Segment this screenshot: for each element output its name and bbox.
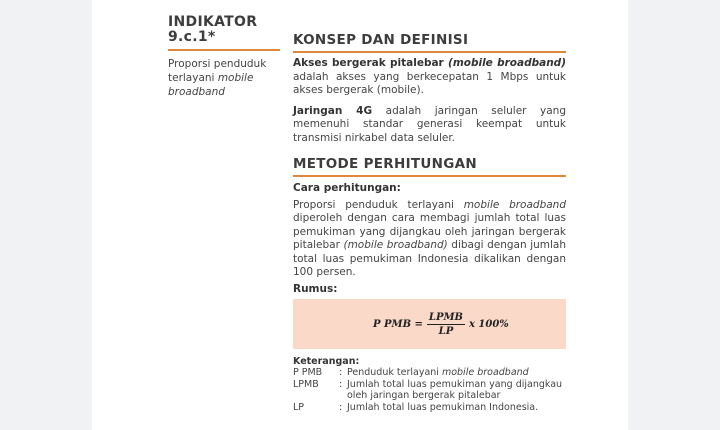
konsep-title: KONSEP DAN DEFINISI bbox=[293, 32, 469, 48]
ket-value: Jumlah total luas pemukiman Indonesia. bbox=[347, 401, 539, 413]
keterangan-row: LPMB : Jumlah total luas pemukiman yang dijangkau oleh jaringan bergerak pitalebar bbox=[293, 379, 566, 402]
formula-lhs: P PMB = bbox=[373, 319, 423, 330]
metode-divider bbox=[293, 175, 566, 177]
rumus-label: Rumus: bbox=[293, 282, 338, 295]
konsep-section bbox=[293, 32, 566, 145]
konsep-divider bbox=[293, 51, 566, 53]
cara-text-a: Proporsi penduduk terlayani bbox=[293, 198, 464, 211]
ket-key: P PMB bbox=[293, 367, 323, 378]
indicator-heading bbox=[168, 15, 278, 45]
cara-text-b: mobile broadband bbox=[463, 198, 566, 211]
ket-value bbox=[347, 367, 566, 379]
ket-key: LPMB bbox=[293, 378, 319, 390]
konsep-term-1-italic: (mobile broadband) bbox=[448, 57, 566, 69]
indicator-code: 9.c.1* bbox=[168, 29, 216, 45]
konsep-def-2: adalah jaringan seluler yang memenuhi standar generasi keempat untuk transmisi nirkabel data seluler. bbox=[293, 104, 566, 144]
konsep-term-2: Jaringan 4G bbox=[293, 104, 373, 117]
formula bbox=[373, 312, 509, 337]
indicator-heading-label: INDIKATOR bbox=[168, 14, 258, 30]
cara-text-d: (mobile broadband) bbox=[343, 239, 448, 251]
keterangan-title: Keterangan: bbox=[293, 356, 360, 367]
ket-value: Jumlah total luas pemukiman yang dijangkau oleh jaringan bergerak pitalebar bbox=[347, 378, 563, 401]
metode-title: METODE PERHITUNGAN bbox=[293, 156, 477, 172]
indicator-desc-text: Proporsi penduduk terlayani bbox=[168, 58, 267, 84]
ket-value-text: Penduduk terlayani bbox=[347, 367, 442, 378]
cara-text-e: dibagi dengan jumlah total luas pemukiman Indonesia dikalikan dengan 100 persen. bbox=[293, 239, 567, 278]
keterangan-row: P PMB : Penduduk terlayani mobile broadband bbox=[293, 367, 566, 379]
indicator-desc-italic: mobile broadband bbox=[168, 72, 254, 98]
formula-denominator: LP bbox=[438, 326, 454, 337]
keterangan-block bbox=[293, 356, 566, 413]
keterangan-row: LP : Jumlah total luas pemukiman Indonesia. bbox=[293, 402, 566, 414]
formula-rhs: x 100% bbox=[468, 319, 509, 330]
konsep-def-1: adalah akses yang berkecepatan 1 Mbps untuk akses bergerak (mobile). bbox=[293, 70, 566, 96]
konsep-term-1: Akses bergerak pitalebar bbox=[293, 57, 449, 69]
cara-paragraph bbox=[293, 199, 566, 280]
document-page bbox=[92, 0, 628, 430]
indicator-description bbox=[168, 57, 280, 99]
ket-key: LP bbox=[293, 401, 305, 413]
cara-label: Cara perhitungan: bbox=[293, 182, 401, 194]
formula-numerator: LPMB bbox=[428, 312, 463, 323]
indicator-divider bbox=[168, 49, 280, 51]
konsep-paragraph-1 bbox=[293, 57, 566, 98]
ket-value-italic: mobile broadband bbox=[441, 367, 529, 378]
konsep-paragraph-2 bbox=[293, 105, 566, 146]
formula-fraction bbox=[427, 312, 465, 337]
metode-section bbox=[293, 156, 566, 413]
formula-box bbox=[293, 299, 566, 349]
cara-text-c: diperoleh dengan cara membagi jumlah total luas pemukiman yang dijangkau oleh jaringan bergerak pitalebar bbox=[293, 212, 566, 251]
